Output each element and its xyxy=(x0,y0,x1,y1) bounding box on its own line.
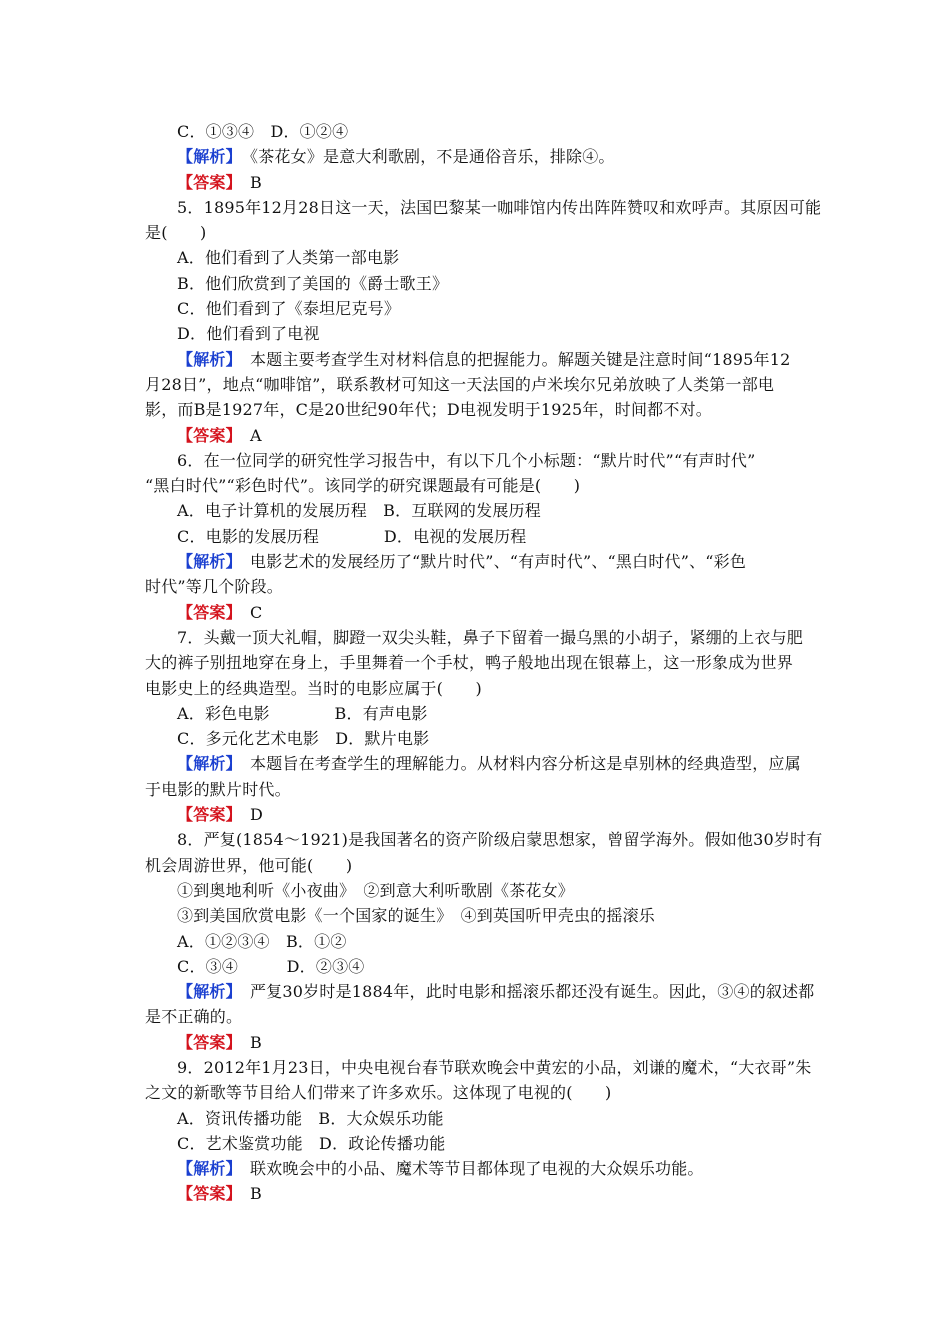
answer-line: 【答案】 C xyxy=(177,602,263,622)
option-line: A．彩色电影 B．有声电影 xyxy=(177,703,428,723)
analysis-line: 【解析】 本题主要考查学生对材料信息的把握能力。解题关键是注意时间“1895年12 xyxy=(177,349,791,369)
analysis-line: 【解析】 本题旨在考查学生的理解能力。从材料内容分析这是卓别林的经典造型，应属 xyxy=(177,754,801,774)
analysis-tag: 【解析】 xyxy=(177,754,234,774)
option-line: B．他们欣赏到了美国的《爵士歌王》 xyxy=(177,273,449,293)
analysis-text: 影，而B是1927年，C是20世纪90年代；D电视发明于1925年，时间都不对。 xyxy=(145,400,712,420)
question-text: 机会周游世界，他可能( ) xyxy=(145,855,353,875)
analysis-tag: 【解析】 xyxy=(177,552,234,572)
question-7: 7．头戴一顶大礼帽，脚蹬一双尖头鞋，鼻子下留着一撮乌黑的小胡子，紧绷的上衣与肥 xyxy=(177,627,803,647)
analysis-text: 时代”等几个阶段。 xyxy=(145,577,283,597)
option-line: C．艺术鉴赏功能 D．政论传播功能 xyxy=(177,1133,446,1153)
option-line: C．电影的发展历程 D．电视的发展历程 xyxy=(177,526,527,546)
analysis-line: 【解析】 电影艺术的发展经历了“默片时代”、“有声时代”、“黑白时代”、“彩色 xyxy=(177,552,747,572)
question-9: 9．2012年1月23日，中央电视台春节联欢晚会中黄宏的小品，刘谦的魔术，“大衣哥”朱 xyxy=(177,1057,812,1077)
analysis-text: 是不正确的。 xyxy=(145,1007,243,1027)
answer-tag: 【答案】 xyxy=(177,1032,234,1052)
answer-line: 【答案】 B xyxy=(177,1032,262,1052)
question-text: 电影史上的经典造型。当时的电影应属于( ) xyxy=(145,678,482,698)
analysis-line: 【解析】 《茶花女》是意大利歌剧，不是通俗音乐，排除④。 xyxy=(177,147,615,167)
question-text: 之文的新歌等节目给人们带来了许多欢乐。这体现了电视的( ) xyxy=(145,1083,612,1103)
analysis-tag: 【解析】 xyxy=(177,1159,234,1179)
answer-line: 【答案】 B xyxy=(177,172,262,192)
question-text: 是( ) xyxy=(145,223,207,243)
analysis-line: 【解析】 严复30岁时是1884年，此时电影和摇滚乐都还没有诞生。因此，③④的叙述都 xyxy=(177,982,815,1002)
question-6: 6．在一位同学的研究性学习报告中，有以下几个小标题：“默片时代”“有声时代” xyxy=(177,450,756,470)
question-text: “黑白时代”“彩色时代”。该同学的研究课题最有可能是( ) xyxy=(145,476,581,496)
analysis-tag: 【解析】 xyxy=(177,349,234,369)
answer-tag: 【答案】 xyxy=(177,425,234,445)
question-5: 5．1895年12月28日这一天，法国巴黎某一咖啡馆内传出阵阵赞叹和欢呼声。其原因可能 xyxy=(177,197,822,217)
analysis-tag: 【解析】 xyxy=(177,147,234,167)
option-line: ①到奥地利听《小夜曲》 ②到意大利听歌剧《茶花女》 xyxy=(177,880,575,900)
question-8: 8．严复(1854～1921)是我国著名的资产阶级启蒙思想家，曾留学海外。假如他30岁时有 xyxy=(177,830,823,850)
answer-tag: 【答案】 xyxy=(177,602,234,622)
answer-line: 【答案】 A xyxy=(177,425,262,445)
option-line: D．他们看到了电视 xyxy=(177,324,320,344)
option-line: C．多元化艺术电影 D．默片电影 xyxy=(177,729,430,749)
option-line: C．他们看到了《泰坦尼克号》 xyxy=(177,299,401,319)
analysis-text: 月28日”，地点“咖啡馆”，联系教材可知这一天法国的卢米埃尔兄弟放映了人类第一部电 xyxy=(145,374,775,394)
analysis-tag: 【解析】 xyxy=(177,982,234,1002)
answer-tag: 【答案】 xyxy=(177,1184,234,1204)
analysis-line: 【解析】 联欢晚会中的小品、魔术等节目都体现了电视的大众娱乐功能。 xyxy=(177,1159,704,1179)
option-line: ③到美国欣赏电影《一个国家的诞生》 ④到英国听甲壳虫的摇滚乐 xyxy=(177,906,656,926)
question-text: 大的裤子别扭地穿在身上，手里舞着一个手杖，鸭子般地出现在银幕上，这一形象成为世界 xyxy=(145,653,794,673)
analysis-text: 于电影的默片时代。 xyxy=(145,779,291,799)
option-line: C．③④ D．②③④ xyxy=(177,956,365,976)
answer-tag: 【答案】 xyxy=(177,805,234,825)
option-line: A．资讯传播功能 B．大众娱乐功能 xyxy=(177,1108,444,1128)
option-line: A．电子计算机的发展历程 B．互联网的发展历程 xyxy=(177,501,541,521)
option-line: C．①③④ D．①②④ xyxy=(177,122,349,141)
answer-tag: 【答案】 xyxy=(177,172,234,192)
option-line: A．他们看到了人类第一部电影 xyxy=(177,248,400,268)
answer-line: 【答案】 D xyxy=(177,805,264,825)
answer-line: 【答案】 B xyxy=(177,1184,262,1204)
option-line: A．①②③④ B．①② xyxy=(177,931,347,951)
